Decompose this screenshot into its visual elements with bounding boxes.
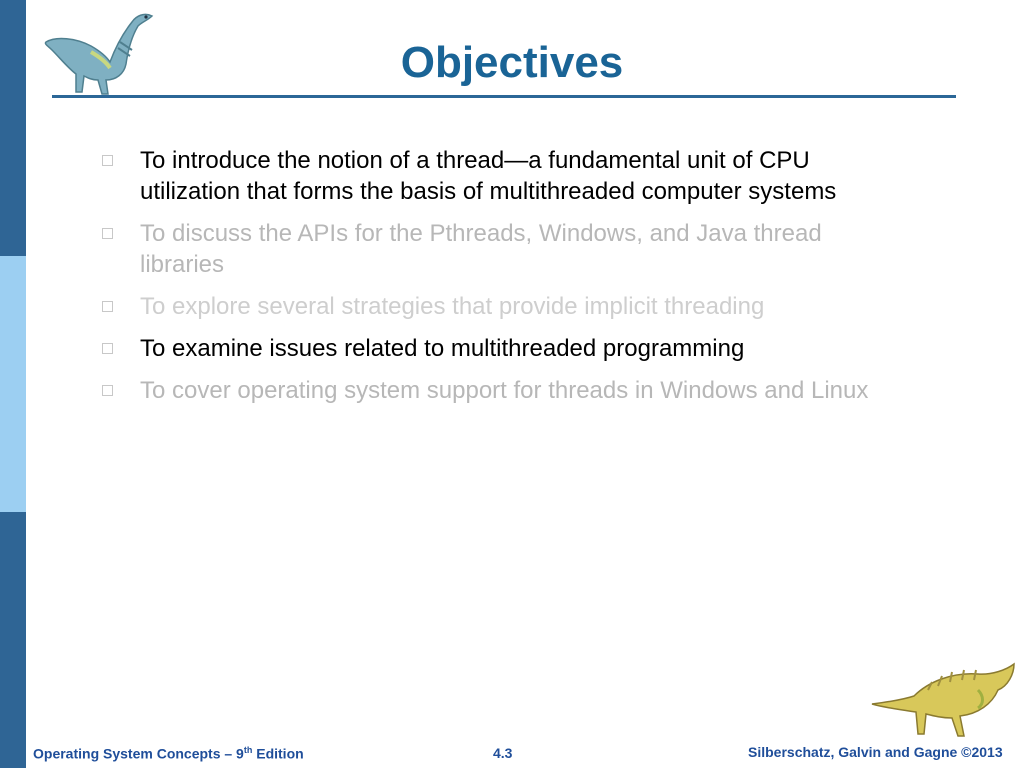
bullet-text: To discuss the APIs for the Pthreads, Windows, and Java thread libraries [140,220,822,278]
bullet-square-icon [102,301,113,312]
footer-slide-number: 4.3 [493,745,513,761]
sidebar-segment-bottom [0,512,26,768]
footer-book-suffix: Edition [252,745,304,762]
objectives-list [100,145,880,417]
left-sidebar-bar [0,0,26,768]
dinosaur-logo-bottom [868,660,1018,740]
list-item [100,291,880,322]
bullet-square-icon [102,385,113,396]
sidebar-segment-middle [0,256,26,512]
slide-title: Objectives [400,38,624,87]
bullet-square-icon [102,155,113,166]
footer-authors: Silberschatz, Galvin and Gagne ©2013 [748,744,1003,760]
bullet-square-icon [102,228,113,239]
footer-book-prefix: Operating System Concepts – 9 [33,745,244,762]
bullet-text: To explore several strategies that provide implicit threading [140,293,765,320]
footer-book-superscript: th [243,745,253,755]
bullet-text: To introduce the notion of a thread—a fundamental unit of CPU utilization that forms the basis of multithreaded computer systems [140,147,837,205]
list-item [100,145,880,207]
bullet-text: To examine issues related to multithreaded programming [140,335,745,362]
list-item [100,218,880,280]
bullet-square-icon [102,343,113,354]
title-divider [52,95,956,98]
footer-book-title [33,745,304,762]
bullet-text: To cover operating system support for threads in Windows and Linux [140,377,869,404]
list-item [100,375,880,406]
list-item [100,333,880,364]
